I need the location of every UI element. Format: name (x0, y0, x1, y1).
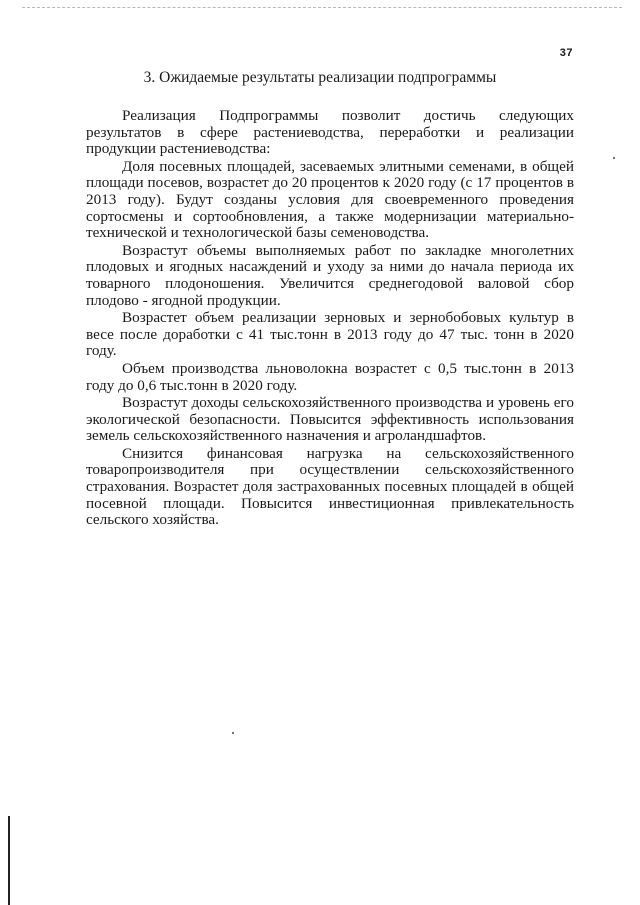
scan-edge-line (22, 7, 622, 8)
scan-speck (232, 732, 234, 734)
paragraph-insurance: Снизится финансовая нагрузка на сельскохозяйственного товаропроизводителя при осуществлении сельскохозяйственного страхования. Возрастет доля застрахованных посевных площадей в общей посевной площади. Повысится инвестиционная привлекательность сельского хозяйства. (86, 444, 574, 529)
document-body (86, 108, 574, 530)
paragraph-flax: Объем производства льноволокна возрастет с 0,5 тыс.тонн в 2013 году до 0,6 тыс.тонн в 2020 году. (86, 359, 574, 394)
paragraph-grain: Возрастет объем реализации зерновых и зернобобовых культур в весе после доработки с 41 тыс.тонн в 2013 году до 47 тыс. тонн в 2020 году. (86, 309, 574, 360)
paragraph-intro: Реализация Подпрограммы позволит достичь следующих результатов в сфере растениеводства, переработки и реализации продукции растениеводства: (86, 107, 574, 158)
scan-margin-line (8, 816, 10, 905)
page-number: 37 (559, 47, 573, 59)
scan-speck (613, 157, 615, 159)
paragraph-income: Возрастут доходы сельскохозяйственного производства и уровень его экологической безопасности. Повысится эффективность использования земель сельскохозяйственного назначения и агроландшафтов. (86, 394, 574, 445)
section-title: 3. Ожидаемые результаты реализации подпрограммы (143, 69, 497, 86)
paragraph-seeds: Доля посевных площадей, засеваемых элитными семенами, в общей площади посевов, возрастет до 20 процентов к 2020 году (с 17 процентов в 2013 году). Будут созданы условия для своевременного проведения сортосмены и сортообновления, а также модернизации материально-технической и технологической базы семеноводства. (86, 157, 574, 242)
paragraph-orchards: Возрастут объемы выполняемых работ по закладке многолетних плодовых и ягодных насаждений и уходу за ними до начала периода их товарного плодоношения. Увеличится среднегодовой валовой сбор плодово - ягодной продукции. (86, 241, 574, 309)
